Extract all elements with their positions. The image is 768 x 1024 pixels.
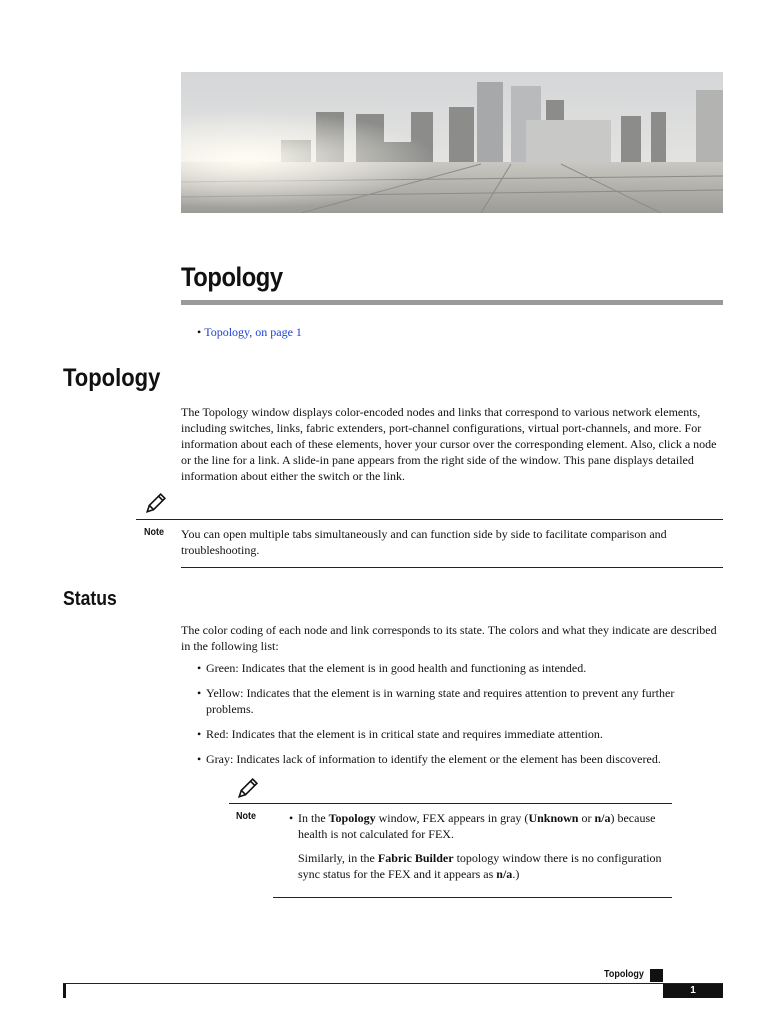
footer-chapter-title: Topology: [604, 969, 644, 980]
pencil-icon: [235, 777, 259, 806]
note-top-rule: [229, 803, 672, 804]
status-color-list: [197, 660, 723, 776]
status-section-title: Status: [63, 588, 117, 610]
city-skyline-illustration: [181, 72, 723, 213]
status-intro-paragraph: The color coding of each node and link corresponds to its state. The colors and what they indicate are described in the following list:: [181, 623, 717, 653]
chapter-title: Topology: [181, 262, 283, 292]
footer-marker: [650, 969, 663, 982]
footer-left-tick: [63, 984, 66, 998]
note-text: You can open multiple tabs simultaneously and can function side by side to facilitate comparison and troubleshooting.: [181, 527, 667, 557]
toc-bullet: •: [197, 325, 205, 339]
section-title: Topology: [63, 364, 161, 392]
header-banner-image: [181, 72, 723, 213]
note-label: Note: [236, 811, 257, 822]
list-item: • Green: Indicates that the element is in good health and functioning as intended.: [197, 660, 723, 676]
note-top-rule: [136, 519, 723, 520]
note-bottom-rule: [181, 567, 723, 568]
page-number: 1: [663, 984, 723, 998]
list-item: • Gray: Indicates lack of information to identify the element or the element has been discovered.: [197, 751, 723, 767]
chapter-title-rule: [181, 300, 723, 305]
section-intro-paragraph: The Topology window displays color-encoded nodes and links that correspond to various network elements, including switches, links, fabric extenders, port-channel configurations, virtual port-channels, and more. For information about each of these elements, hover your cursor over the corresponding element. Also, click a node or the line for a link. A slide-in pane appears from the right side of the window. This pane displays detailed information about either the switch or the link.: [181, 405, 717, 483]
list-item: • Yellow: Indicates that the element is in warning state and requires attention to prevent any further problems.: [197, 685, 723, 717]
note-bottom-rule: [273, 897, 672, 898]
note-fex-bullet: • In the Topology window, FEX appears in gray (Unknown or n/a) because health is not calculated for FEX.: [289, 811, 656, 841]
toc-link-topology[interactable]: Topology, on page 1: [204, 325, 302, 339]
chapter-toc: [197, 325, 302, 340]
list-item: • Red: Indicates that the element is in critical state and requires immediate attention.: [197, 726, 723, 742]
footer-rule: [63, 983, 723, 984]
note-fabric-builder-paragraph: Similarly, in the Fabric Builder topology window there is no configuration sync status for the FEX and it appears as n/a.): [298, 851, 662, 881]
pencil-icon: [143, 492, 167, 521]
note-label: Note: [144, 527, 165, 538]
